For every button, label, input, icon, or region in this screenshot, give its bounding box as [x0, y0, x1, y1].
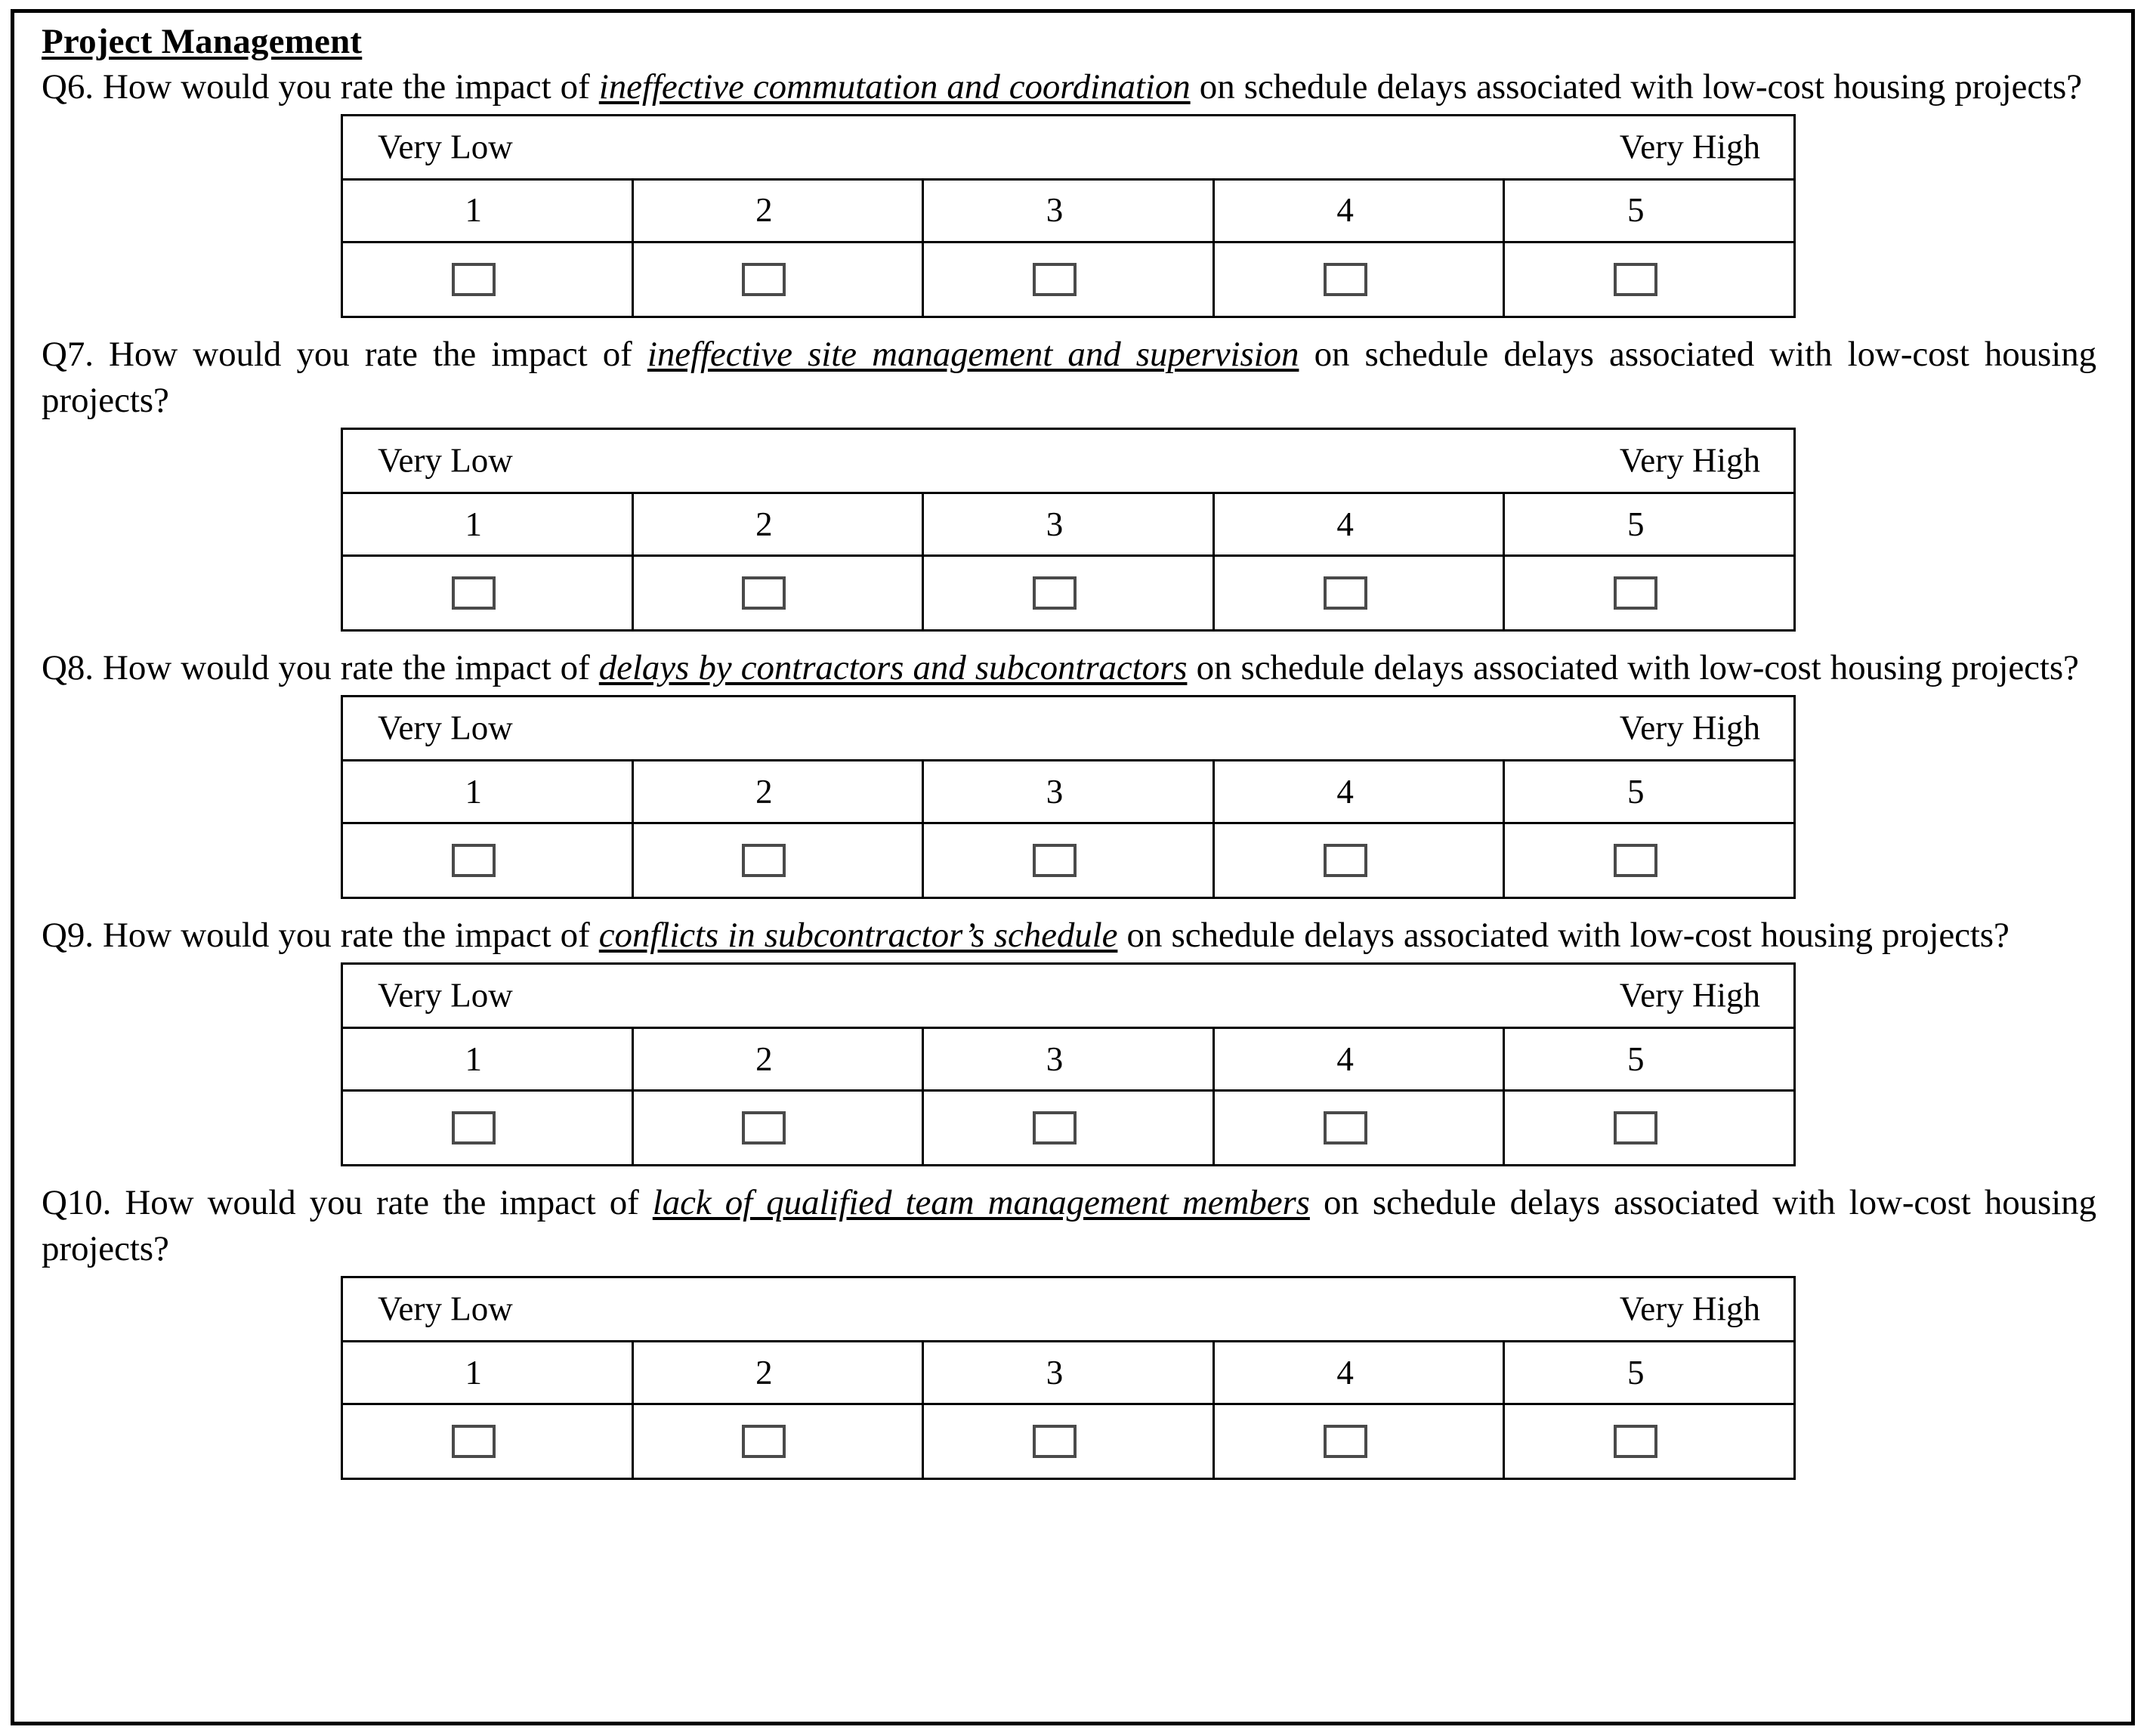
- scale-number-cell-5: [1504, 179, 1795, 242]
- checkbox-wrap: [620, 263, 909, 296]
- question-lead: Q10. How would you rate the impact of: [42, 1183, 653, 1223]
- rating-checkbox-q10-4[interactable]: [1324, 1425, 1367, 1458]
- scale-checkbox-cell-5[interactable]: [1504, 1091, 1795, 1166]
- scale-number-label: 5: [1626, 191, 1645, 230]
- scale-number-label: 3: [1046, 1353, 1064, 1392]
- scale-checkbox-cell-5[interactable]: [1504, 556, 1795, 631]
- scale-checkbox-row: [342, 556, 1795, 631]
- rating-checkbox-q9-3[interactable]: [1033, 1111, 1077, 1144]
- scale-checkbox-cell-5[interactable]: [1504, 1404, 1795, 1479]
- scale-number-row: [342, 1028, 1795, 1091]
- checkbox-wrap: [910, 576, 1199, 610]
- block-spacer: [42, 899, 2108, 913]
- scale-high-label: Very High: [1619, 441, 1760, 480]
- rating-checkbox-q7-5[interactable]: [1614, 576, 1657, 610]
- scale-low-label: Very Low: [378, 1290, 513, 1328]
- scale-number-cell-5: [1504, 1028, 1795, 1091]
- scale-checkbox-row: [342, 1091, 1795, 1166]
- rating-scale-wrap: [42, 1276, 2108, 1480]
- scale-number-label: 1: [465, 505, 483, 543]
- rating-scale-table: [341, 695, 1796, 899]
- scale-number-cell-3: [923, 761, 1214, 823]
- scale-header-cell: [342, 115, 1795, 179]
- question-text: [42, 913, 2108, 959]
- scale-header-row: [342, 429, 1795, 493]
- question-block-q7: [42, 332, 2108, 645]
- scale-number-row: [342, 493, 1795, 556]
- checkbox-wrap: [1201, 1425, 1490, 1458]
- checkbox-wrap: [1491, 1111, 1780, 1144]
- scale-checkbox-cell-4[interactable]: [1213, 1404, 1504, 1479]
- scale-checkbox-cell-4[interactable]: [1213, 242, 1504, 317]
- scale-number-label: 1: [465, 772, 483, 811]
- scale-checkbox-cell-4[interactable]: [1213, 1091, 1504, 1166]
- scale-checkbox-cell-2[interactable]: [632, 1404, 923, 1479]
- scale-checkbox-cell-2[interactable]: [632, 556, 923, 631]
- scale-high-label: Very High: [1619, 709, 1760, 747]
- scale-number-label: 1: [465, 191, 483, 230]
- rating-checkbox-q6-5[interactable]: [1614, 263, 1657, 296]
- checkbox-wrap: [910, 1425, 1199, 1458]
- rating-scale-table: [341, 962, 1796, 1166]
- scale-header-row: [342, 697, 1795, 761]
- scale-checkbox-row: [342, 1404, 1795, 1479]
- rating-checkbox-q6-2[interactable]: [742, 263, 786, 296]
- scale-header-row: [342, 1277, 1795, 1342]
- scale-checkbox-cell-2[interactable]: [632, 823, 923, 898]
- checkbox-wrap: [910, 263, 1199, 296]
- question-emphasis: delays by contractors and subcontractors: [598, 648, 1188, 688]
- scale-number-cell-5: [1504, 761, 1795, 823]
- scale-checkbox-cell-5[interactable]: [1504, 823, 1795, 898]
- question-text: [42, 645, 2108, 691]
- checkbox-wrap: [620, 1425, 909, 1458]
- rating-checkbox-q6-1[interactable]: [452, 263, 496, 296]
- checkbox-wrap: [329, 1425, 618, 1458]
- rating-checkbox-q10-3[interactable]: [1033, 1425, 1077, 1458]
- scale-number-label: 4: [1336, 191, 1354, 230]
- question-text: [42, 64, 2108, 110]
- scale-number-label: 5: [1626, 772, 1645, 811]
- checkbox-wrap: [1491, 576, 1780, 610]
- scale-number-label: 3: [1046, 505, 1064, 543]
- block-spacer: [42, 632, 2108, 645]
- questions-list: [42, 64, 2108, 1494]
- scale-number-cell-1: [342, 761, 633, 823]
- scale-number-cell-4: [1213, 761, 1504, 823]
- scale-checkbox-cell-1[interactable]: [342, 242, 633, 317]
- question-block-q8: [42, 645, 2108, 913]
- rating-checkbox-q9-1[interactable]: [452, 1111, 496, 1144]
- rating-scale-wrap: [42, 428, 2108, 632]
- scale-number-label: 2: [755, 1353, 773, 1392]
- scale-number-cell-1: [342, 179, 633, 242]
- scale-number-label: 1: [465, 1039, 483, 1078]
- rating-checkbox-q8-1[interactable]: [452, 844, 496, 877]
- question-trail: on schedule delays associated with low-cost housing projects?: [1117, 916, 2010, 956]
- scale-checkbox-cell-4[interactable]: [1213, 556, 1504, 631]
- scale-number-cell-2: [632, 1342, 923, 1404]
- scale-number-cell-3: [923, 1342, 1214, 1404]
- scale-header-cell: [342, 429, 1795, 493]
- question-emphasis: ineffective commutation and coordination: [598, 66, 1191, 107]
- scale-checkbox-cell-3[interactable]: [923, 823, 1214, 898]
- question-lead: Q7. How would you rate the impact of: [42, 334, 647, 374]
- question-trail: on schedule delays associated with low-cost housing projects?: [1190, 66, 2082, 107]
- rating-checkbox-q10-5[interactable]: [1614, 1425, 1657, 1458]
- block-spacer: [42, 318, 2108, 332]
- rating-checkbox-q10-1[interactable]: [452, 1425, 496, 1458]
- question-lead: Q6. How would you rate the impact of: [42, 66, 599, 107]
- scale-number-cell-4: [1213, 493, 1504, 556]
- scale-checkbox-row: [342, 823, 1795, 898]
- rating-scale-table: [341, 428, 1796, 632]
- scale-number-label: 2: [755, 1039, 773, 1078]
- scale-checkbox-cell-1[interactable]: [342, 1091, 633, 1166]
- scale-high-label: Very High: [1619, 128, 1760, 166]
- scale-low-label: Very Low: [378, 441, 513, 480]
- rating-checkbox-q9-2[interactable]: [742, 1111, 786, 1144]
- scale-low-label: Very Low: [378, 976, 513, 1015]
- checkbox-wrap: [1201, 844, 1490, 877]
- scale-high-label: Very High: [1619, 1290, 1760, 1328]
- rating-scale-wrap: [42, 962, 2108, 1166]
- scale-number-cell-2: [632, 179, 923, 242]
- rating-checkbox-q10-2[interactable]: [742, 1425, 786, 1458]
- checkbox-wrap: [1201, 263, 1490, 296]
- question-emphasis: ineffective site management and supervision: [647, 334, 1299, 374]
- rating-scale-wrap: [42, 114, 2108, 318]
- scale-checkbox-cell-3[interactable]: [923, 1404, 1214, 1479]
- scale-checkbox-cell-2[interactable]: [632, 1091, 923, 1166]
- scale-low-label: Very Low: [378, 709, 513, 747]
- rating-checkbox-q7-1[interactable]: [452, 576, 496, 610]
- scale-number-cell-5: [1504, 1342, 1795, 1404]
- rating-checkbox-q8-2[interactable]: [742, 844, 786, 877]
- document-body: [14, 13, 2131, 1722]
- scale-header-cell: [342, 1277, 1795, 1342]
- scale-number-label: 2: [755, 505, 773, 543]
- scale-checkbox-cell-2[interactable]: [632, 242, 923, 317]
- scale-checkbox-cell-1[interactable]: [342, 556, 633, 631]
- block-spacer: [42, 1166, 2108, 1180]
- scale-number-label: 4: [1336, 772, 1354, 811]
- rating-checkbox-q7-4[interactable]: [1324, 576, 1367, 610]
- checkbox-wrap: [1491, 1425, 1780, 1458]
- scale-checkbox-cell-3[interactable]: [923, 1091, 1214, 1166]
- scale-number-cell-1: [342, 1342, 633, 1404]
- rating-scale-table: [341, 1276, 1796, 1480]
- scale-number-label: 3: [1046, 1039, 1064, 1078]
- rating-checkbox-q9-4[interactable]: [1324, 1111, 1367, 1144]
- scale-number-row: [342, 761, 1795, 823]
- scale-checkbox-cell-4[interactable]: [1213, 823, 1504, 898]
- checkbox-wrap: [329, 576, 618, 610]
- scale-number-cell-2: [632, 761, 923, 823]
- question-trail: on schedule delays associated with low-cost housing projects?: [1187, 648, 2079, 688]
- question-lead: Q9. How would you rate the impact of: [42, 916, 599, 956]
- section-title: Project Management: [42, 22, 363, 61]
- scale-number-cell-2: [632, 1028, 923, 1091]
- scale-number-cell-3: [923, 179, 1214, 242]
- checkbox-wrap: [620, 844, 909, 877]
- scale-number-cell-2: [632, 493, 923, 556]
- rating-checkbox-q8-3[interactable]: [1033, 844, 1077, 877]
- scale-number-cell-3: [923, 493, 1214, 556]
- scale-number-label: 4: [1336, 1353, 1354, 1392]
- rating-checkbox-q7-3[interactable]: [1033, 576, 1077, 610]
- scale-number-label: 3: [1046, 191, 1064, 230]
- scale-number-cell-4: [1213, 1028, 1504, 1091]
- scale-number-cell-3: [923, 1028, 1214, 1091]
- scale-header-cell: [342, 964, 1795, 1028]
- rating-checkbox-q6-3[interactable]: [1033, 263, 1077, 296]
- document-page-border: [11, 9, 2135, 1725]
- scale-number-cell-1: [342, 1028, 633, 1091]
- question-emphasis: lack of qualified team management members: [652, 1183, 1310, 1223]
- block-spacer: [42, 1480, 2108, 1494]
- scale-number-row: [342, 179, 1795, 242]
- checkbox-wrap: [1491, 263, 1780, 296]
- scale-checkbox-cell-1[interactable]: [342, 823, 633, 898]
- scale-low-label: Very Low: [378, 128, 513, 166]
- rating-scale-table: [341, 114, 1796, 318]
- scale-number-label: 5: [1626, 1039, 1645, 1078]
- checkbox-wrap: [1201, 576, 1490, 610]
- checkbox-wrap: [1201, 1111, 1490, 1144]
- question-lead: Q8. How would you rate the impact of: [42, 648, 599, 688]
- scale-high-label: Very High: [1619, 976, 1760, 1015]
- scale-header-cell: [342, 697, 1795, 761]
- checkbox-wrap: [329, 1111, 618, 1144]
- rating-checkbox-q8-5[interactable]: [1614, 844, 1657, 877]
- checkbox-wrap: [910, 844, 1199, 877]
- scale-header-row: [342, 964, 1795, 1028]
- rating-scale-wrap: [42, 695, 2108, 899]
- question-text: [42, 332, 2108, 424]
- question-block-q9: [42, 913, 2108, 1180]
- question-text: [42, 1180, 2108, 1272]
- checkbox-wrap: [329, 263, 618, 296]
- scale-checkbox-cell-5[interactable]: [1504, 242, 1795, 317]
- scale-number-label: 4: [1336, 505, 1354, 543]
- checkbox-wrap: [329, 844, 618, 877]
- question-block-q6: [42, 64, 2108, 332]
- scale-number-label: 3: [1046, 772, 1064, 811]
- scale-number-cell-5: [1504, 493, 1795, 556]
- scale-number-label: 5: [1626, 1353, 1645, 1392]
- checkbox-wrap: [620, 576, 909, 610]
- scale-number-label: 2: [755, 191, 773, 230]
- question-emphasis: conflicts in subcontractor’s schedule: [598, 916, 1118, 956]
- scale-number-label: 2: [755, 772, 773, 811]
- rating-checkbox-q9-5[interactable]: [1614, 1111, 1657, 1144]
- scale-number-cell-4: [1213, 1342, 1504, 1404]
- scale-checkbox-cell-3[interactable]: [923, 242, 1214, 317]
- rating-checkbox-q6-4[interactable]: [1324, 263, 1367, 296]
- scale-checkbox-cell-1[interactable]: [342, 1404, 633, 1479]
- checkbox-wrap: [1491, 844, 1780, 877]
- checkbox-wrap: [910, 1111, 1199, 1144]
- rating-checkbox-q7-2[interactable]: [742, 576, 786, 610]
- scale-number-cell-1: [342, 493, 633, 556]
- scale-number-label: 1: [465, 1353, 483, 1392]
- question-trail: on schedule delays associated with low-cost housing projects?: [42, 1183, 2096, 1269]
- question-trail: on schedule delays associated with low-cost housing projects?: [42, 334, 2096, 420]
- scale-number-label: 4: [1336, 1039, 1354, 1078]
- scale-number-label: 5: [1626, 505, 1645, 543]
- scale-number-cell-4: [1213, 179, 1504, 242]
- question-block-q10: [42, 1180, 2108, 1494]
- scale-checkbox-cell-3[interactable]: [923, 556, 1214, 631]
- scale-number-row: [342, 1342, 1795, 1404]
- scale-header-row: [342, 115, 1795, 179]
- checkbox-wrap: [620, 1111, 909, 1144]
- rating-checkbox-q8-4[interactable]: [1324, 844, 1367, 877]
- scale-checkbox-row: [342, 242, 1795, 317]
